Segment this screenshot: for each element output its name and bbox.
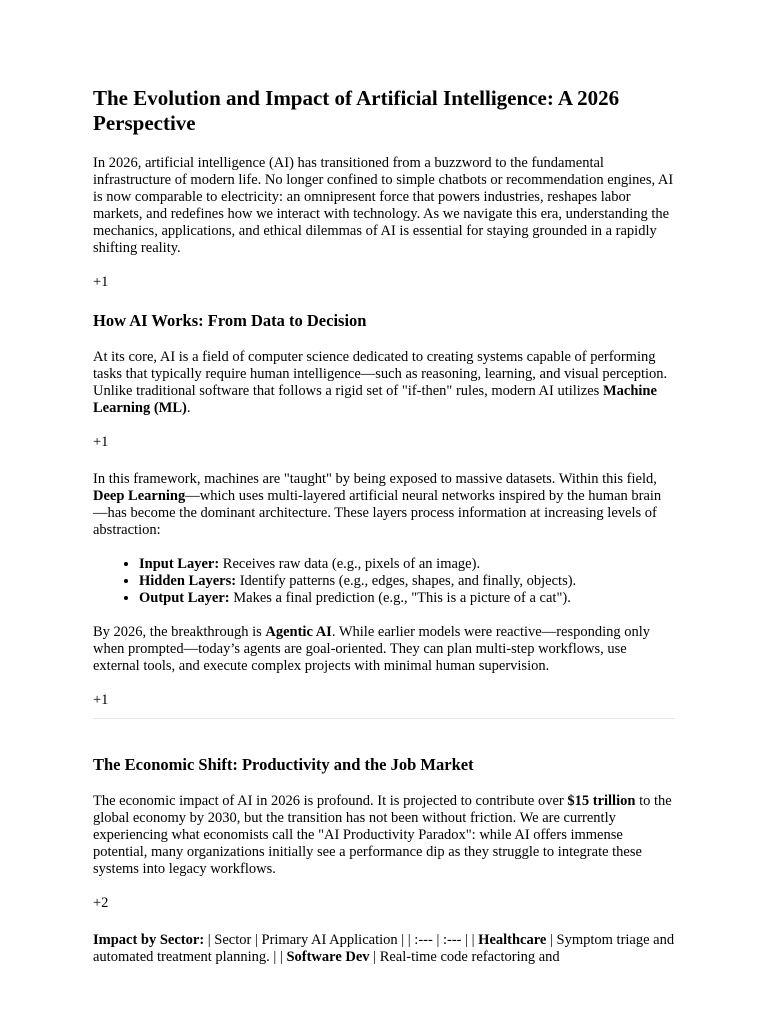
intro-paragraph: In 2026, artificial intelligence (AI) has transitioned from a buzzword to the fundamental infrastructure of modern life. No longer confined to simple chatbots or recommendation engines, AI is now comparable to electricity: an omnipresent force that powers industries, reshapes labor markets, and redefines how we interact with technology. As we navigate this era, understanding the mechanics, applications, and ethical dilemmas of AI is essential for staying grounded in a rapidly shifting reality. <box>93 155 674 256</box>
list-item: • Input Layer: Receives raw data (e.g., pixels of an image). <box>139 556 675 573</box>
how-paragraph-3: By 2026, the breakthrough is Agentic AI. While earlier models were reactive—responding only when prompted—today’s agents are goal-oriented. They can plan multi-step workflows, use external tools, and execute complex projects with minimal human supervision. <box>93 624 651 674</box>
layers-list <box>93 556 675 607</box>
section-heading-how-ai-works: How AI Works: From Data to Decision <box>93 311 367 330</box>
section-heading-economic-shift: The Economic Shift: Productivity and the Job Market <box>93 755 474 774</box>
sector-impact-paragraph: Impact by Sector: | Sector | Primary AI Application | | :--- | :--- | | Healthcare | Symptom triage and automated treatment planning. | | Software Dev | Real-time code refactoring and <box>93 932 675 965</box>
econ-paragraph-1: The economic impact of AI in 2026 is profound. It is projected to contribute over $15 trillion to the global economy by 2030, but the transition has not been without friction. We are currently experiencing what economists call the "AI Productivity Paradox": while AI offers immense potential, many organizations initially see a performance dip as they struggle to integrate these systems into legacy workflows. <box>93 793 672 877</box>
bold-machine-learning: Machine Learning (ML) <box>93 383 657 416</box>
how-paragraph-1: At its core, AI is a field of computer science dedicated to creating systems capable of performing tasks that typically require human intelligence—such as reasoning, learning, and visual perception. Unlike traditional software that follows a rigid set of "if-then" rules, modern AI utilizes Machine Learning (ML). <box>93 349 668 416</box>
bold-15-trillion: $15 trillion <box>567 793 636 809</box>
bold-deep-learning: Deep Learning <box>93 488 186 504</box>
how-paragraph-2: In this framework, machines are "taught" by being exposed to massive datasets. Within this field, Deep Learning—which uses multi-layered artificial neural networks inspired by the human brain—has become the dominant architecture. These layers process information at increasing levels of abstraction: <box>93 471 662 538</box>
bold-agentic-ai: Agentic AI <box>265 624 332 640</box>
citation-count[interactable]: +1 <box>93 692 109 708</box>
section-divider <box>93 718 675 719</box>
citation-count[interactable]: +2 <box>93 895 109 911</box>
citation-count[interactable]: +1 <box>93 434 109 450</box>
list-item: • Output Layer: Makes a final prediction (e.g., "This is a picture of a cat"). <box>139 590 675 607</box>
citation-count[interactable]: +1 <box>93 274 109 290</box>
document-title: The Evolution and Impact of Artificial Intelligence: A 2026 Perspective <box>93 86 620 135</box>
list-item: • Hidden Layers: Identify patterns (e.g., edges, shapes, and finally, objects). <box>139 573 675 590</box>
